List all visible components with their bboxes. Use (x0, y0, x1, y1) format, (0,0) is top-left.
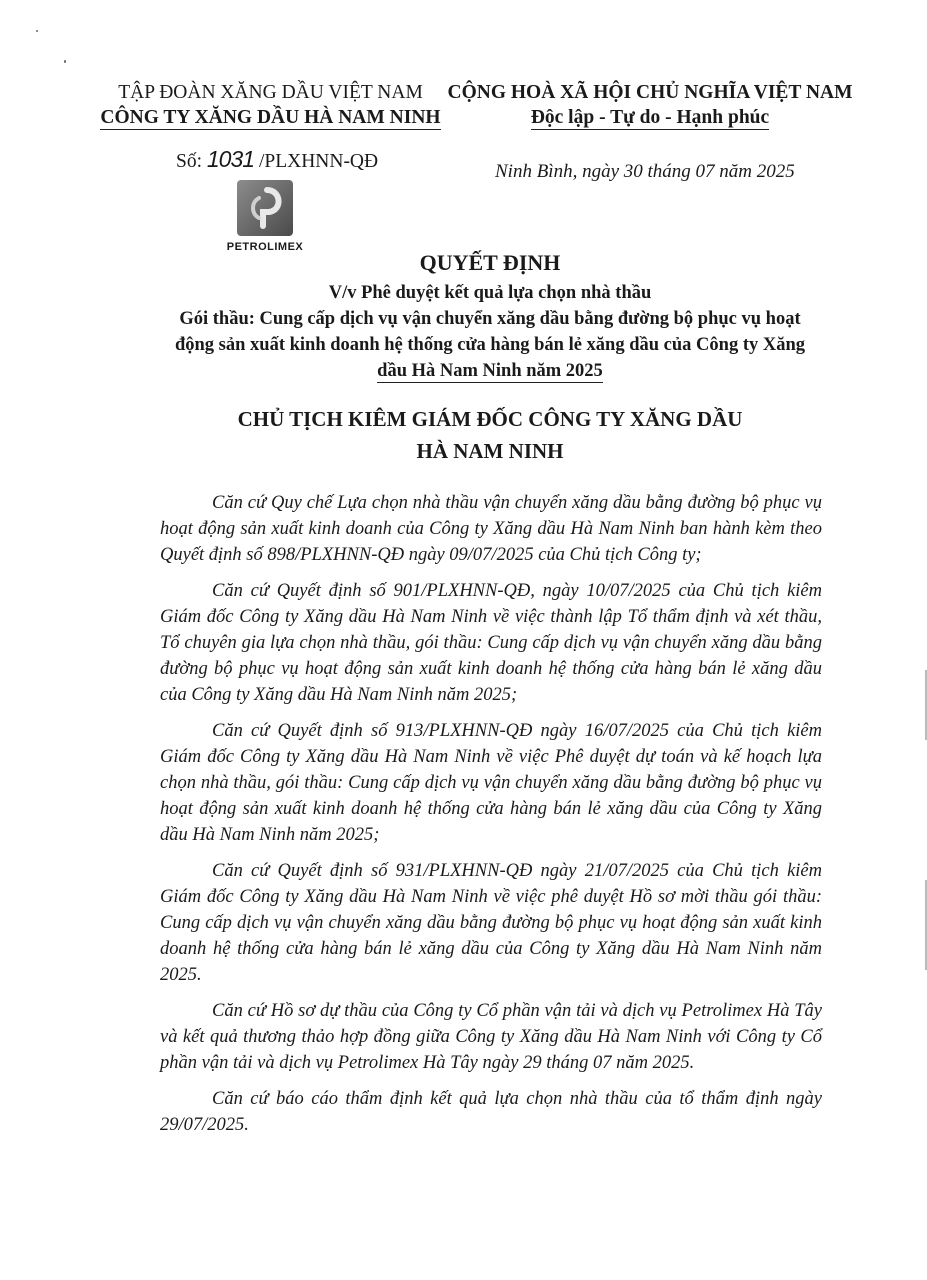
decision-title-block (120, 246, 860, 384)
petrolimex-logo-icon (237, 180, 293, 236)
issue-date: Ninh Bình, ngày 30 tháng 07 năm 2025 (495, 161, 795, 182)
company-name-text: CÔNG TY XĂNG DẦU HÀ NAM NINH (100, 107, 441, 128)
document-number-prefix: Số: (176, 151, 203, 172)
scan-speck (36, 30, 38, 32)
logo-label: PETROLIMEX (226, 241, 304, 253)
legal-basis-paragraph: Căn cứ Quyết định số 931/PLXHNN-QĐ ngày 21/07/2025 của Chủ tịch kiêm Giám đốc Công ty Xăng dầu Hà Nam Ninh về việc phê duyệt Hồ sơ mời thầu gói thầu: Cung cấp dịch vụ vận chuyển xăng dầu bằng đường bộ phục vụ hoạt động sản xuất kinh doanh hệ thống cửa hàng bán lẻ xăng dầu của Công ty Xăng dầu Hà Nam Ninh năm 2025. (160, 861, 822, 985)
legal-basis-paragraph: Căn cứ Quy chế Lựa chọn nhà thầu vận chuyển xăng dầu bằng đường bộ phục vụ hoạt động sản xuất kinh doanh của Công ty Xăng dầu Hà Nam Ninh ban hành kèm theo Quyết định số 898/PLXHNN-QĐ ngày 09/07/2025 của Chủ tịch Công ty; (160, 493, 822, 565)
package-line-3 (120, 358, 860, 384)
legal-basis (160, 490, 822, 1148)
authority-line-2: HÀ NAM NINH (416, 439, 564, 463)
petrolimex-logo (219, 180, 311, 253)
package-line-1: Gói thầu: Cung cấp dịch vụ vận chuyển xăng dầu bằng đường bộ phục vụ hoạt (179, 309, 801, 329)
scan-speck (64, 60, 66, 63)
document-number-handwritten: 1031 (206, 146, 255, 172)
national-motto-text: Độc lập - Tự do - Hạnh phúc (530, 107, 770, 128)
decision-title: QUYẾT ĐỊNH (419, 250, 561, 275)
legal-basis-paragraph: Căn cứ Quyết định số 913/PLXHNN-QĐ ngày 16/07/2025 của Chủ tịch kiêm Giám đốc Công ty Xăng dầu Hà Nam Ninh về việc Phê duyệt dự toán và kế hoạch lựa chọn nhà thầu, gói thầu: Cung cấp dịch vụ vận chuyển xăng dầu bằng đường bộ phục vụ hoạt động sản xuất kinh doanh hệ thống cửa hàng bán lẻ xăng dầu của Công ty Xăng dầu Hà Nam Ninh năm 2025; (160, 721, 822, 845)
legal-basis-paragraph: Căn cứ Quyết định số 901/PLXHNN-QĐ, ngày 10/07/2025 của Chủ tịch kiêm Giám đốc Công ty Xăng dầu Hà Nam Ninh về việc thành lập Tổ thẩm định và xét thầu, Tổ chuyên gia lựa chọn nhà thầu, gói thầu: Cung cấp dịch vụ vận chuyển xăng dầu bằng đường bộ phục vụ hoạt động sản xuất kinh doanh hệ thống cửa hàng bán lẻ xăng dầu của Công ty Xăng dầu Hà Nam Ninh năm 2025; (160, 581, 822, 705)
legal-basis-paragraph: Căn cứ báo cáo thẩm định kết quả lựa chọn nhà thầu của tổ thẩm định ngày 29/07/2025. (160, 1089, 822, 1135)
document-number-suffix: /PLXHNN-QĐ (258, 151, 379, 172)
authority-title (120, 403, 860, 467)
authority-line-1: CHỦ TỊCH KIÊM GIÁM ĐỐC CÔNG TY XĂNG DẦU (237, 407, 743, 431)
company-name (98, 105, 443, 130)
nation-name: CỘNG HOÀ XÃ HỘI CHỦ NGHĨA VIỆT NAM (447, 82, 853, 103)
package-line-3-text: dầu Hà Nam Ninh năm 2025 (377, 361, 603, 381)
national-header (445, 80, 855, 130)
legal-basis-paragraph: Căn cứ Hồ sơ dự thầu của Công ty Cổ phần vận tải và dịch vụ Petrolimex Hà Tây và kết quả thương thảo hợp đồng giữa Công ty Xăng dầu Hà Nam Ninh với Công ty Cổ phần vận tải và dịch vụ Petrolimex Hà Tây ngày 29 tháng 07 năm 2025. (160, 1001, 822, 1073)
issuer-block (98, 80, 443, 130)
national-motto (445, 105, 855, 130)
document-number (176, 146, 378, 173)
parent-organization: TẬP ĐOÀN XĂNG DẦU VIỆT NAM (118, 82, 423, 103)
package-line-2: động sản xuất kinh doanh hệ thống cửa hàng bán lẻ xăng dầu của Công ty Xăng (174, 335, 806, 355)
decision-subject: V/v Phê duyệt kết quả lựa chọn nhà thầu (328, 283, 652, 303)
